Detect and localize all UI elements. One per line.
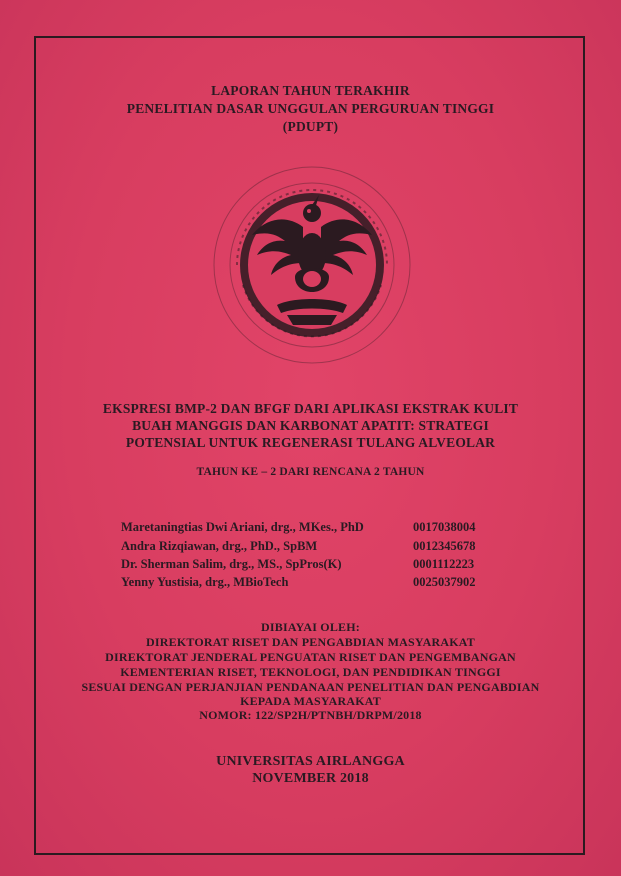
contract-number: NOMOR: 122/SP2H/PTNBH/DRPM/2018 [199,708,422,722]
program-name: PENELITIAN DASAR UNGGULAN PERGURUAN TINGGI [126,101,495,116]
funding-line-1: DIREKTORAT RISET DAN PENGABDIAN MASYARAKAT [146,635,475,649]
report-date: NOVEMBER 2018 [252,771,369,786]
research-title-line-3: POTENSIAL UNTUK REGENERASI TULANG ALVEOLAR [125,435,496,450]
program-abbreviation: (PDUPT) [282,119,339,134]
university-seal-icon [207,165,417,365]
author-id: 0012345678 [413,539,476,553]
research-title-line-2: BUAH MANGGIS DAN KARBONAT APATIT: STRATEGI [132,418,489,433]
report-type: LAPORAN TAHUN TERAKHIR [211,83,410,98]
research-title-line-1: EKSPRESI BMP-2 DAN BFGF DARI APLIKASI EKSTRAK KULIT [102,401,519,416]
author-id: 0025037902 [413,575,476,589]
author-id: 0017038004 [413,520,476,534]
author-name: Yenny Yustisia, drg., MBioTech [121,575,289,589]
author-name: Andra Rizqiawan, drg., PhD., SpBM [121,539,318,553]
funding-label: DIBIAYAI OLEH: [261,620,360,634]
funding-line-2: DIREKTORAT JENDERAL PENGUATAN RISET DAN PENGEMBANGAN [105,650,516,664]
research-year: TAHUN KE – 2 DARI RENCANA 2 TAHUN [196,466,425,478]
author-id: 0001112223 [413,557,475,571]
author-name: Maretaningtias Dwi Ariani, drg., MKes., PhD [121,520,364,534]
funding-line-3: KEMENTERIAN RISET, TEKNOLOGI, DAN PENDIDIKAN TINGGI [120,665,501,679]
author-name: Dr. Sherman Salim, drg., MS., SpPros(K) [121,557,342,571]
funding-line-5: KEPADA MASYARAKAT [240,694,381,708]
funding-line-4: SESUAI DENGAN PERJANJIAN PENDANAAN PENELITIAN DAN PENGABDIAN [81,680,540,694]
university-name: UNIVERSITAS AIRLANGGA [216,754,405,769]
